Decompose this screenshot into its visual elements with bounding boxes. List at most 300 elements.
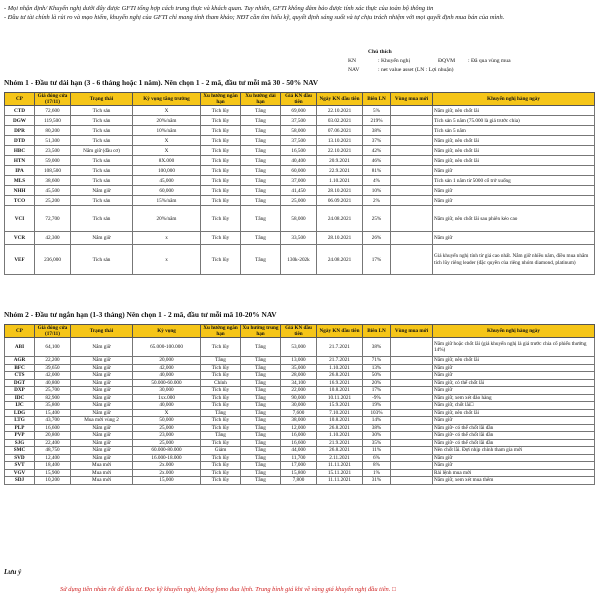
- ticker-cell: SDJ: [5, 477, 35, 485]
- table-cell: [391, 417, 433, 425]
- table-cell: 37%: [363, 136, 391, 146]
- table-cell: 1.10.2021: [317, 176, 363, 186]
- ticker-cell: HTN: [5, 156, 35, 166]
- table-cell: Tích lũy: [201, 232, 241, 245]
- table-cell: [391, 186, 433, 196]
- table-cell: Tăng: [241, 439, 281, 447]
- table-cell: [391, 402, 433, 410]
- ticker-cell: NHH: [5, 186, 35, 196]
- table-cell: [391, 166, 433, 176]
- table-row: [5, 387, 595, 395]
- ticker-cell: DGW: [5, 116, 35, 126]
- table-cell: 1%: [363, 469, 391, 477]
- table-cell: Chỉnh: [201, 379, 241, 387]
- table-row: [5, 206, 595, 232]
- table-cell: 37,500: [281, 116, 317, 126]
- table-cell: Tăng: [241, 146, 281, 156]
- table-cell: Nắm giữ- có thể chốt lãi dần: [433, 432, 595, 440]
- table-cell: Nắm giữ: [71, 394, 133, 402]
- table-cell: 65.000-100.000: [133, 338, 201, 357]
- table-cell: 10,200: [35, 477, 71, 485]
- ticker-cell: ABI: [5, 338, 35, 357]
- table-cell: Nắm giữ: [433, 166, 595, 176]
- table-cell: 13%: [363, 364, 391, 372]
- table-cell: 20%: [363, 379, 391, 387]
- table-cell: 11,700: [281, 454, 317, 462]
- table-cell: Tích sản: [71, 176, 133, 186]
- table-cell: 16.9.2021: [317, 379, 363, 387]
- table-cell: Nắm giữ, nên chốt lãi: [433, 136, 595, 146]
- table-cell: Nắm giữ: [433, 387, 595, 395]
- column-header: Kỳ vọng tăng trưởng: [133, 93, 201, 106]
- table-cell: 15,000: [133, 477, 201, 485]
- table-row: [5, 146, 595, 156]
- table-cell: 2x.000: [133, 469, 201, 477]
- table-cell: [391, 245, 433, 275]
- table-cell: Tích sản: [71, 106, 133, 116]
- table-cell: 23,500: [35, 146, 71, 156]
- table-cell: Tăng: [241, 106, 281, 116]
- table-cell: Tăng: [241, 136, 281, 146]
- ticker-cell: DTD: [5, 136, 35, 146]
- table-cell: 1.10.2021: [317, 364, 363, 372]
- table-cell: Tích lũy: [201, 186, 241, 196]
- table-cell: 38,600: [35, 176, 71, 186]
- table-cell: Nắm giữ, nên chốt lãi: [433, 156, 595, 166]
- table-cell: Tích sản 5 năm: [433, 126, 595, 136]
- table-row: [5, 166, 595, 176]
- table-cell: Rải lệnh mua mới: [433, 469, 595, 477]
- table-cell: Nắm giữ: [71, 402, 133, 410]
- table-cell: 15%/năm: [133, 196, 201, 206]
- table-cell: Tích lũy: [201, 196, 241, 206]
- table-cell: Tích lũy: [201, 146, 241, 156]
- table-cell: [391, 387, 433, 395]
- table-cell: 45,000: [133, 176, 201, 186]
- column-header: Vùng mua mới: [391, 93, 433, 106]
- table-cell: Tăng: [241, 372, 281, 380]
- table-cell: Tích lũy: [201, 176, 241, 186]
- ticker-cell: VEF: [5, 245, 35, 275]
- group1-title: Nhóm 1 - Đầu tư dài hạn (3 - 6 tháng hoặc 1 năm). Nên chọn 1 - 2 mã, đầu tư mỗi mã 30 - 50% NAV: [4, 78, 319, 87]
- table-cell: Tăng: [201, 409, 241, 417]
- table-cell: 20.9.2021: [317, 156, 363, 166]
- ticker-cell: SMC: [5, 447, 35, 455]
- table-cell: 45,500: [35, 186, 71, 196]
- table-row: [5, 394, 595, 402]
- table-cell: 219%: [363, 116, 391, 126]
- ticker-cell: SVT: [5, 462, 35, 470]
- table-cell: [391, 156, 433, 166]
- table-cell: Tăng: [241, 409, 281, 417]
- table-cell: 20,800: [35, 432, 71, 440]
- table-cell: 40,800: [35, 379, 71, 387]
- table-cell: Tích lũy: [201, 417, 241, 425]
- table-cell: Tích sản: [71, 136, 133, 146]
- table-cell: 1xx.000: [133, 394, 201, 402]
- group2-title: Nhóm 2 - Đầu tư ngắn hạn (1-3 tháng) Nên chọn 1 - 2 mã, đầu tư mỗi mã 10-20% NAV: [4, 310, 277, 319]
- table-cell: 58,000: [281, 206, 317, 232]
- table-row: [5, 176, 595, 186]
- table-row: [5, 357, 595, 365]
- table-row: [5, 156, 595, 166]
- table-cell: 21.7.2021: [317, 357, 363, 365]
- ticker-cell: LDG: [5, 409, 35, 417]
- table-row: [5, 454, 595, 462]
- table-cell: Nắm giữ (đầu cơ): [71, 146, 133, 156]
- table-cell: Tăng: [201, 432, 241, 440]
- table-cell: 25,000: [281, 196, 317, 206]
- table-cell: 15,400: [35, 409, 71, 417]
- table-cell: [391, 136, 433, 146]
- table-cell: [391, 106, 433, 116]
- legend-key: NAV: [348, 67, 360, 73]
- table-cell: 33,500: [281, 232, 317, 245]
- table-cell: 20%/năm: [133, 116, 201, 126]
- table-row: [5, 402, 595, 410]
- table-cell: 51,300: [35, 136, 71, 146]
- table-cell: 03.02.2021: [317, 116, 363, 126]
- disclaimer: [4, 4, 594, 22]
- column-header: Trạng thái: [71, 93, 133, 106]
- table-cell: 40,000: [133, 402, 201, 410]
- table-cell: 40,000: [133, 372, 201, 380]
- table-cell: Tích sản: [71, 156, 133, 166]
- table-cell: Tích sản: [71, 166, 133, 176]
- table-cell: [391, 462, 433, 470]
- table-cell: 236,000: [35, 245, 71, 275]
- table-cell: Nắm giữ, nên chốt lãi: [433, 409, 595, 417]
- table-cell: Tăng: [241, 387, 281, 395]
- table-cell: 13,000: [281, 357, 317, 365]
- table-cell: x: [133, 245, 201, 275]
- table-cell: Tăng: [241, 156, 281, 166]
- table-cell: 60,000: [281, 166, 317, 176]
- table-cell: [391, 477, 433, 485]
- table-cell: 8%: [363, 462, 391, 470]
- table-cell: Tích lũy: [201, 387, 241, 395]
- legend-row: [348, 66, 598, 75]
- table-cell: 35%: [363, 439, 391, 447]
- column-header: Khuyến nghị hàng ngày: [433, 325, 595, 338]
- table-row: [5, 424, 595, 432]
- table-cell: Nắm giữ, xem xét mua thêm: [433, 477, 595, 485]
- table-cell: 38,000: [281, 417, 317, 425]
- table-cell: 26.8.2021: [317, 372, 363, 380]
- table-cell: Tích sản: [71, 206, 133, 232]
- table-cell: 42,000: [35, 372, 71, 380]
- ticker-cell: CTD: [5, 106, 35, 116]
- table-cell: Tích lũy: [201, 338, 241, 357]
- table-cell: 15,900: [35, 469, 71, 477]
- table-cell: 81%: [363, 166, 391, 176]
- table-cell: 48,750: [35, 447, 71, 455]
- table-cell: 24.08.2021: [317, 245, 363, 275]
- table-cell: [391, 364, 433, 372]
- table-row: [5, 439, 595, 447]
- table-cell: Tăng: [201, 357, 241, 365]
- table-cell: 11.11.2021: [317, 462, 363, 470]
- ticker-cell: VCI: [5, 206, 35, 232]
- table-cell: Tích sản 1 năm từ 5000 cổ trở xuống: [433, 176, 595, 186]
- table-cell: 21.9.2021: [317, 439, 363, 447]
- table-cell: Tăng: [241, 186, 281, 196]
- column-header: Ngày KN đầu tiên: [317, 325, 363, 338]
- table-cell: 16,600: [281, 439, 317, 447]
- table-cell: 23,000: [133, 432, 201, 440]
- table-cell: 37,000: [281, 176, 317, 186]
- table-cell: Nắm giữ: [433, 196, 595, 206]
- column-header: Xu hướng trung hạn: [241, 325, 281, 338]
- ticker-cell: PVP: [5, 432, 35, 440]
- table-cell: 42,300: [35, 232, 71, 245]
- table-cell: Tăng: [241, 126, 281, 136]
- table-cell: 16,000: [281, 432, 317, 440]
- table-cell: Nắm giữ, nên chốt lãi: [433, 357, 595, 365]
- table-cell: Tích sản 5 năm (75.000 là giá trước chia): [433, 116, 595, 126]
- table-cell: [391, 409, 433, 417]
- table-cell: Tăng: [241, 357, 281, 365]
- table-cell: -9%: [363, 394, 391, 402]
- table-cell: 25,200: [35, 196, 71, 206]
- table-cell: 28.10.2021: [317, 232, 363, 245]
- column-header: Xu hướng ngắn hạn: [201, 325, 241, 338]
- table-row: [5, 136, 595, 146]
- table-cell: 46%: [363, 156, 391, 166]
- column-header: Xu hướng ngắn hạn: [201, 93, 241, 106]
- table-cell: 8X.000: [133, 156, 201, 166]
- table-cell: Nắm giữ: [71, 409, 133, 417]
- ticker-cell: VCR: [5, 232, 35, 245]
- table-cell: Nắm giữ- có thể chốt lãi dần: [433, 424, 595, 432]
- table-cell: 26.8.2021: [317, 447, 363, 455]
- table-row: [5, 469, 595, 477]
- table-cell: Tích lũy: [201, 462, 241, 470]
- table-cell: Tích sản: [71, 116, 133, 126]
- table-cell: 26.8.2021: [317, 424, 363, 432]
- table-cell: 2x.000: [133, 462, 201, 470]
- table-row: [5, 417, 595, 425]
- column-header: Kỳ vọng: [133, 325, 201, 338]
- ticker-cell: CTS: [5, 372, 35, 380]
- ticker-cell: SVD: [5, 454, 35, 462]
- table-cell: Nắm giữ: [433, 454, 595, 462]
- table-cell: 30,000: [281, 402, 317, 410]
- table-cell: Tăng: [241, 447, 281, 455]
- table-row: [5, 106, 595, 116]
- table-cell: Nắm giữ: [71, 186, 133, 196]
- table-cell: 82,900: [35, 394, 71, 402]
- table-cell: 119,500: [35, 116, 71, 126]
- table-row: [5, 126, 595, 136]
- table-cell: Tích sản: [71, 245, 133, 275]
- table-cell: 10.8.2021: [317, 417, 363, 425]
- ticker-cell: HBC: [5, 146, 35, 156]
- table-cell: X: [133, 409, 201, 417]
- table-cell: Nắm giữ: [433, 364, 595, 372]
- table-cell: Giảm: [201, 447, 241, 455]
- table-cell: 31%: [363, 477, 391, 485]
- table-cell: [391, 357, 433, 365]
- table-cell: 18,400: [35, 462, 71, 470]
- table-cell: Tăng: [241, 417, 281, 425]
- table-cell: Tích lũy: [201, 126, 241, 136]
- table-cell: Nắm giữ: [433, 417, 595, 425]
- table-cell: [391, 469, 433, 477]
- table-cell: Nắm giữ: [71, 432, 133, 440]
- table-cell: x: [133, 232, 201, 245]
- table-cell: 53,000: [281, 338, 317, 357]
- table-cell: 80,200: [35, 126, 71, 136]
- table-cell: 7,600: [281, 409, 317, 417]
- table-cell: 16,500: [281, 146, 317, 156]
- table-cell: 39,650: [35, 364, 71, 372]
- table-row: [5, 477, 595, 485]
- table-cell: Nắm giữ: [71, 338, 133, 357]
- table-cell: 13.10.2021: [317, 136, 363, 146]
- disclaimer-line-2: - Đầu tư tài chính là rủi ro và mạo hiểm, khuyến nghị của GFTI chỉ mang tính tham khảo; NĐT cần tìm hiểu kỹ, quyết định sáng suốt và tự chịu trách nhiệm với mọi quyết định mua bán của mình.: [4, 14, 505, 21]
- table-cell: Nắm giữ: [433, 372, 595, 380]
- table-cell: 07.06.2021: [317, 126, 363, 136]
- table-cell: 35,000: [281, 364, 317, 372]
- group2-body: [5, 338, 595, 485]
- table-cell: Nắm giữ: [71, 387, 133, 395]
- table-row: [5, 364, 595, 372]
- table-cell: Tích lũy: [201, 106, 241, 116]
- legend-title: Chú thích: [368, 49, 392, 55]
- legend: [348, 48, 598, 75]
- column-header: CP: [5, 325, 35, 338]
- table-cell: Tăng: [241, 116, 281, 126]
- table-cell: Nắm giữ: [71, 357, 133, 365]
- table-cell: 12,000: [281, 424, 317, 432]
- table-cell: 5%: [363, 106, 391, 116]
- table-cell: 10.11.2021: [317, 394, 363, 402]
- table-cell: Tăng: [241, 196, 281, 206]
- table-cell: 22,400: [35, 439, 71, 447]
- table-cell: 06.09.2021: [317, 196, 363, 206]
- table-cell: 16.000-18.000: [133, 454, 201, 462]
- group1-body: [5, 106, 595, 275]
- table-cell: 22,200: [35, 357, 71, 365]
- table-cell: 11.11.2021: [317, 477, 363, 485]
- table-cell: Tăng: [241, 432, 281, 440]
- table-cell: 20,000: [133, 357, 201, 365]
- table-cell: 22.9.2021: [317, 166, 363, 176]
- table-cell: 2.11.2021: [317, 454, 363, 462]
- legend-value: : net value asset (LN : Lợi nhuận): [378, 67, 454, 73]
- table-cell: Tăng: [241, 166, 281, 176]
- column-header: Giá đóng cửa (17/11): [35, 325, 71, 338]
- table-cell: [391, 439, 433, 447]
- table-cell: [391, 126, 433, 136]
- column-header: Xu hướng dài hạn: [241, 93, 281, 106]
- table-cell: 26%: [363, 232, 391, 245]
- table-cell: Giá khuyến nghị tính từ giá cao nhất. Nắm giữ nhiều năm, điều mua nhằm tích lũy riêng leader (đặc quyền của riêng nhóm diamond, platinum): [433, 245, 595, 275]
- table-cell: 17,000: [281, 462, 317, 470]
- ticker-cell: IJC: [5, 402, 35, 410]
- table-cell: 7,800: [281, 477, 317, 485]
- table-cell: 50%: [363, 372, 391, 380]
- table-cell: 100,000: [133, 166, 201, 176]
- table-cell: Tích sản: [71, 196, 133, 206]
- table-cell: Tăng: [241, 469, 281, 477]
- group2-header-row: [5, 325, 595, 338]
- table-cell: [391, 424, 433, 432]
- table-cell: 38%: [363, 338, 391, 357]
- legend-value: : Khuyến nghị: [378, 58, 411, 64]
- table-cell: Tăng: [241, 379, 281, 387]
- ticker-cell: PLP: [5, 424, 35, 432]
- table-cell: Nắm giữ, chốt lãi□: [433, 402, 595, 410]
- table-cell: 64,100: [35, 338, 71, 357]
- table-cell: 60.000-80.000: [133, 447, 201, 455]
- ticker-cell: IDC: [5, 394, 35, 402]
- table-cell: 22.10.2021: [317, 146, 363, 156]
- table-cell: Nắm giữ, xem xét đảo hàng: [433, 394, 595, 402]
- table-cell: Tăng: [241, 338, 281, 357]
- table-cell: 15,800: [281, 469, 317, 477]
- table-cell: 12,400: [35, 454, 71, 462]
- table-cell: 19%: [363, 402, 391, 410]
- table-cell: 103%: [363, 409, 391, 417]
- table-cell: [391, 454, 433, 462]
- table-cell: Tăng: [241, 462, 281, 470]
- legend-row: [348, 57, 598, 66]
- table-cell: 108,500: [35, 166, 71, 176]
- table-cell: 58,000: [281, 126, 317, 136]
- table-cell: Tích lũy: [201, 372, 241, 380]
- table-cell: Tích lũy: [201, 206, 241, 232]
- table-cell: 10.8.2021: [317, 387, 363, 395]
- table-cell: Nắm giữ: [71, 372, 133, 380]
- table-row: [5, 409, 595, 417]
- table-cell: Tích lũy: [201, 116, 241, 126]
- table-row: [5, 186, 595, 196]
- table-cell: Tăng: [241, 206, 281, 232]
- table-cell: 35,800: [35, 402, 71, 410]
- table-cell: 17%: [363, 387, 391, 395]
- table-cell: Tích lũy: [201, 394, 241, 402]
- table-cell: 69,000: [281, 106, 317, 116]
- table-cell: 2%: [363, 196, 391, 206]
- table-cell: Nắm giữ: [71, 424, 133, 432]
- table-cell: Tích lũy: [201, 136, 241, 146]
- table-cell: 28,000: [281, 372, 317, 380]
- table-cell: [391, 338, 433, 357]
- table-cell: Tích lũy: [201, 402, 241, 410]
- table-cell: Tích sản: [71, 126, 133, 136]
- table-cell: 11%: [363, 447, 391, 455]
- table-cell: [391, 146, 433, 156]
- table-cell: 34,100: [281, 379, 317, 387]
- note-text: Sử dụng tiền nhàn rỗi để đầu tư. Đọc kỹ khuyến nghị, không fomo đua lệnh. Trung bình giá khi về vùng giá khuyến nghị đầu tiên. □: [60, 586, 396, 593]
- table-cell: 37,500: [281, 136, 317, 146]
- table-cell: 42%: [363, 146, 391, 156]
- table-cell: Nắm giữ: [433, 462, 595, 470]
- legend-key: KN: [348, 58, 357, 64]
- table-cell: Nắm giữ: [71, 379, 133, 387]
- table-cell: 38%: [363, 126, 391, 136]
- ticker-cell: IPA: [5, 166, 35, 176]
- table-cell: Nên chốt lãi. Đợi nhịp chỉnh tham gia mới: [433, 447, 595, 455]
- table-cell: X: [133, 146, 201, 156]
- column-header: Giá đóng cửa (17/11): [35, 93, 71, 106]
- table-cell: 14%: [363, 417, 391, 425]
- ticker-cell: DXP: [5, 387, 35, 395]
- table-cell: Mua mới: [71, 462, 133, 470]
- ticker-cell: LTG: [5, 417, 35, 425]
